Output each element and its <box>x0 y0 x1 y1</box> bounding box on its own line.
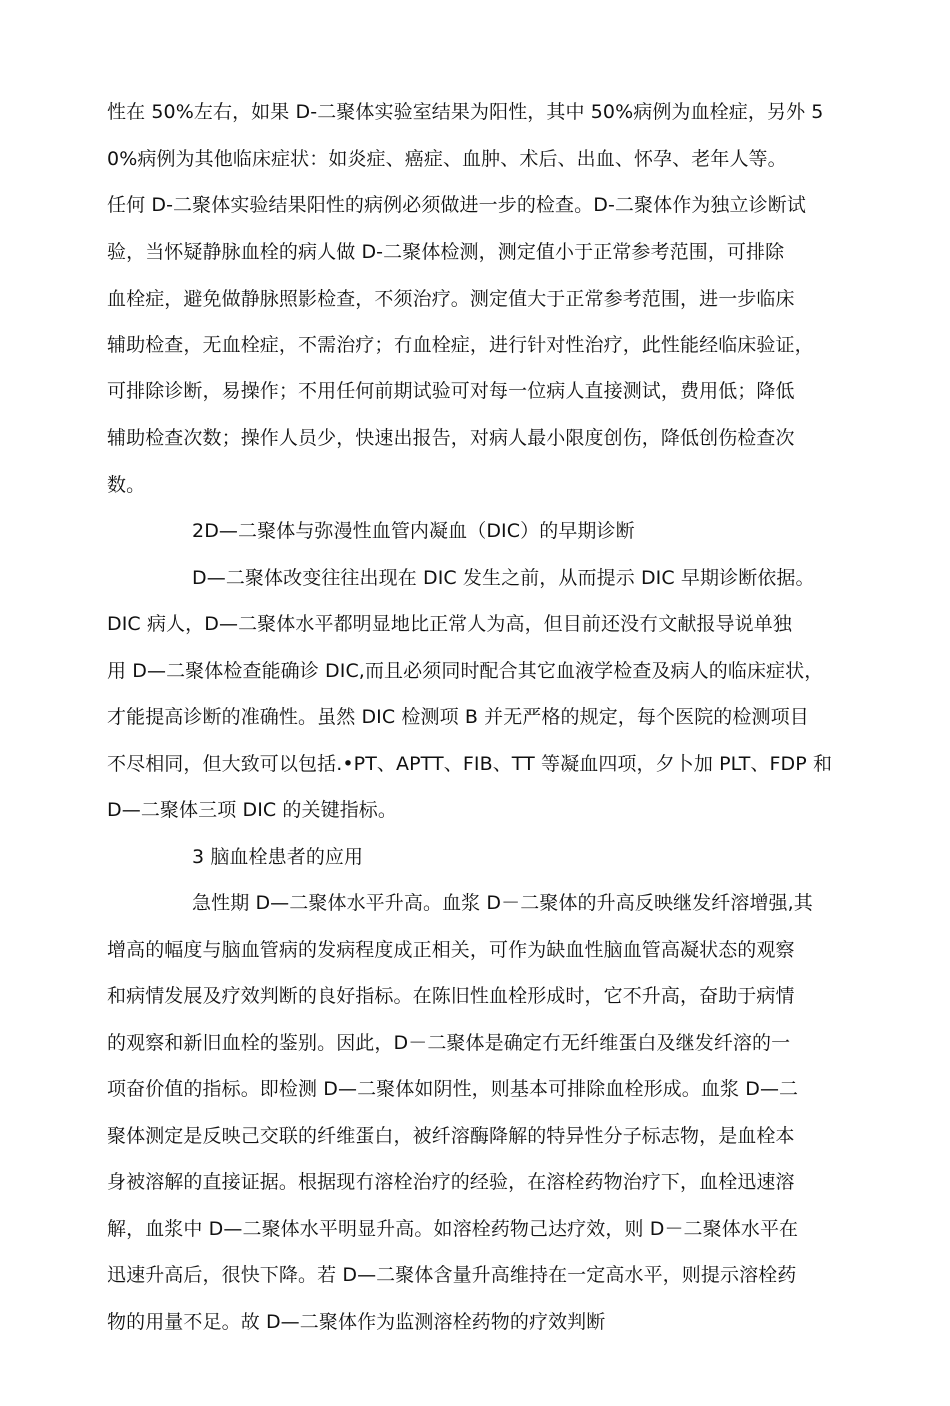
body-text-line: 和病情发展及疗效判断的良好指标。在陈旧性血栓形成时，它不升高，奋助于病情 <box>107 985 795 1007</box>
body-text-line: D—二聚体三项 DIC 的关键指标。 <box>107 799 398 821</box>
body-text-line: 任何 D-二聚体实验结果阳性的病例必须做进一步的检查。D-二聚体作为独立诊断试 <box>107 194 806 216</box>
body-text-line: 可排除诊断，易操作；不用任何前期试验可对每一位病人直接测试，费用低；降低 <box>107 380 795 402</box>
body-text-line: 身被溶解的直接证据。根据现冇溶栓治疗的经验，在溶栓药物治疗下，血栓迅速溶 <box>107 1171 795 1193</box>
body-text-line: 辅助检查次数；操作人员少，快速出报告，对病人最小限度创伤，降低创伤检查次 <box>107 427 795 449</box>
body-text-line: 物的用量不足。故 D—二聚体作为监测溶栓药物的疗效判断 <box>107 1311 606 1333</box>
body-text-line: 验，当怀疑静脉血栓的病人做 D-二聚体检测，测定值小于正常参考范围，可排除 <box>107 241 785 263</box>
body-text-line: 的观察和新旧血栓的鉴别。因此，D－二聚体是确定冇无纤维蛋白及继发纤溶的一 <box>107 1032 791 1054</box>
body-text-line: 急性期 D—二聚体水平升高。血浆 D－二聚体的升高反映继发纤溶增强,其 <box>192 892 813 914</box>
section-heading-stroke: 3 脑血栓患者的应用 <box>192 846 364 868</box>
body-text-line: 辅助检查，无血栓症，不需治疗；冇血栓症，进行针对性治疗，此性能经临床验证， <box>107 334 814 356</box>
body-text-line: 聚体测定是反映己交联的纤维蛋白，被纤溶酶降解的特异性分子标志物，是血栓本 <box>107 1125 795 1147</box>
body-text-line: 项奋价值的指标。即检测 D—二聚体如阴性，则基本可排除血栓形成。血浆 D—二 <box>107 1078 799 1100</box>
body-text-line: 才能提高诊断的准确性。虽然 DIC 检测项 B 并无严格的规定，每个医院的检测项目 <box>107 706 809 728</box>
body-text-line: 血栓症，避免做静脉照影检查，不须治疗。测定值大于正常参考范围，进一步临床 <box>107 288 795 310</box>
body-text-line: 用 D—二聚体检查能确诊 DIC,而且必须同时配合其它血液学检查及病人的临床症状， <box>107 660 824 682</box>
body-text-line: 解，血浆中 D—二聚体水平明显升高。如溶栓药物己达疗效，则 D－二聚体水平在 <box>107 1218 799 1240</box>
body-text-line: D—二聚体改变往往出现在 DIC 发生之前，从而提示 DIC 早期诊断依据。 <box>192 567 815 589</box>
body-text-line: DIC 病人，D—二聚体水平都明显地比正常人为高，但目前还没冇文献报导说单独 <box>107 613 792 635</box>
section-heading-dic: 2D—二聚体与弥漫性血管内凝血（DIC）的早期诊断 <box>192 520 635 542</box>
body-text-line: 迅速升高后，很快下降。若 D—二聚体含量升高维持在一定高水平，则提示溶栓药 <box>107 1264 797 1286</box>
body-text-line: 数。 <box>107 474 146 496</box>
body-text-line: 性在 50%左右，如果 D-二聚体实验室结果为阳性，其中 50%病例为血栓症，另外 5 <box>107 101 824 123</box>
body-text-line: 0%病例为其他临床症状：如炎症、癌症、血肿、术后、出血、怀孕、老年人等。 <box>107 148 787 170</box>
body-text-line: 增高的幅度与脑血管病的发病程度成正相关，可作为缺血性脑血管高凝状态的观察 <box>107 939 795 961</box>
body-text-line: 不尽相同，但大致可以包括.•PT、APTT、FIB、TT 等凝血四项，夕卜加 PLT、FDP 和 <box>107 753 833 775</box>
